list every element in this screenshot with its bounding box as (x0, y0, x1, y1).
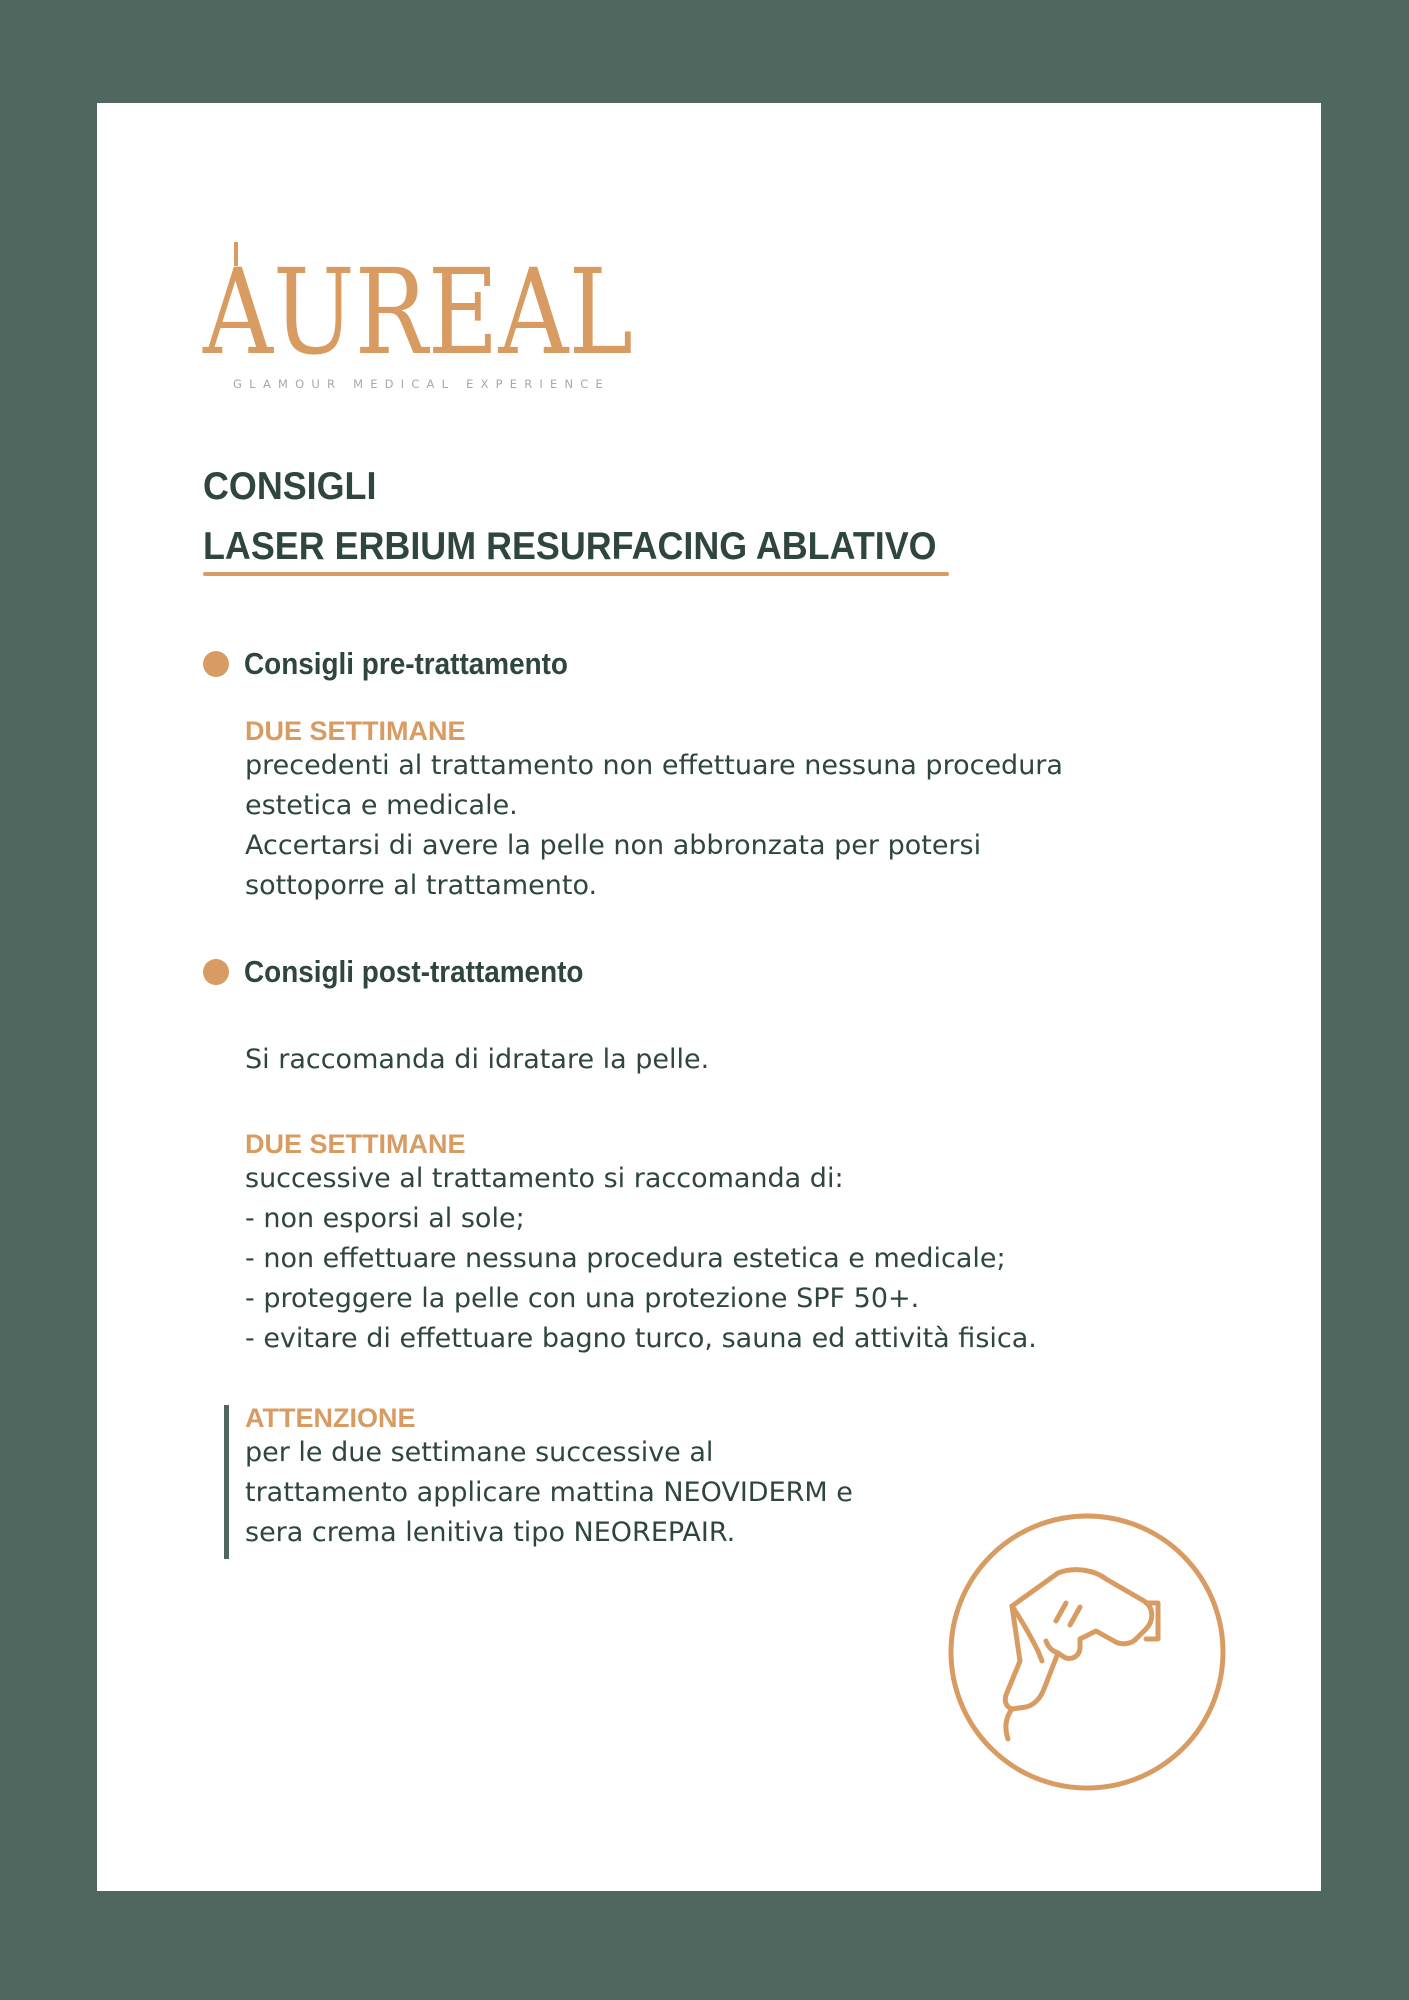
section-post-title: Consigli post-trattamento (244, 954, 584, 989)
post-line: - evitare di effettuare bagno turco, sauna ed attività fisica. (245, 1323, 1037, 1354)
attention-body (245, 1433, 853, 1553)
post-line: - non esporsi al sole; (245, 1203, 525, 1234)
bullet-dot-icon (203, 651, 229, 677)
pre-line: precedenti al trattamento non effettuare nessuna procedura (245, 750, 1063, 781)
brand-wordmark (202, 235, 643, 381)
section-post-header (203, 954, 621, 990)
title-underline (203, 572, 949, 576)
attention-line: trattamento applicare mattina NEOVIDERM e (245, 1477, 853, 1508)
post-line: - proteggere la pelle con una protezione SPF 50+. (245, 1283, 920, 1314)
post-line: - non effettuare nessuna procedura estetica e medicale; (245, 1243, 1006, 1274)
brand-name: AUREAL (202, 243, 633, 381)
pre-label: DUE SETTIMANE (245, 716, 466, 746)
section-pre-title: Consigli pre-trattamento (244, 646, 568, 681)
attention-bar (224, 1405, 229, 1559)
post-intro: Si raccomanda di idratare la pelle. (245, 1044, 710, 1075)
post-label: DUE SETTIMANE (245, 1129, 466, 1159)
pre-line: sottoporre al trattamento. (245, 870, 598, 901)
pre-line: estetica e medicale. (245, 790, 518, 821)
pre-body (245, 746, 1063, 906)
section-pre-header (203, 646, 604, 682)
attention-line: per le due settimane successive al (245, 1437, 714, 1468)
brand-logo (203, 235, 643, 405)
attention-line: sera crema lenitiva tipo NEOREPAIR. (245, 1517, 736, 1548)
title-line-2: LASER ERBIUM RESURFACING ABLATIVO (203, 525, 937, 568)
document-card (97, 103, 1321, 1891)
pre-line: Accertarsi di avere la pelle non abbronzata per potersi (245, 830, 982, 861)
attention-label: ATTENZIONE (245, 1403, 416, 1433)
page-title (203, 457, 1000, 577)
post-body (245, 1159, 1037, 1359)
post-line: successive al trattamento si raccomanda di: (245, 1163, 844, 1194)
laser-device-icon (946, 1511, 1228, 1793)
bullet-dot-icon (203, 959, 229, 985)
brand-tagline: GLAMOUR MEDICAL EXPERIENCE (233, 377, 610, 391)
title-line-1: CONSIGLI (203, 465, 377, 508)
